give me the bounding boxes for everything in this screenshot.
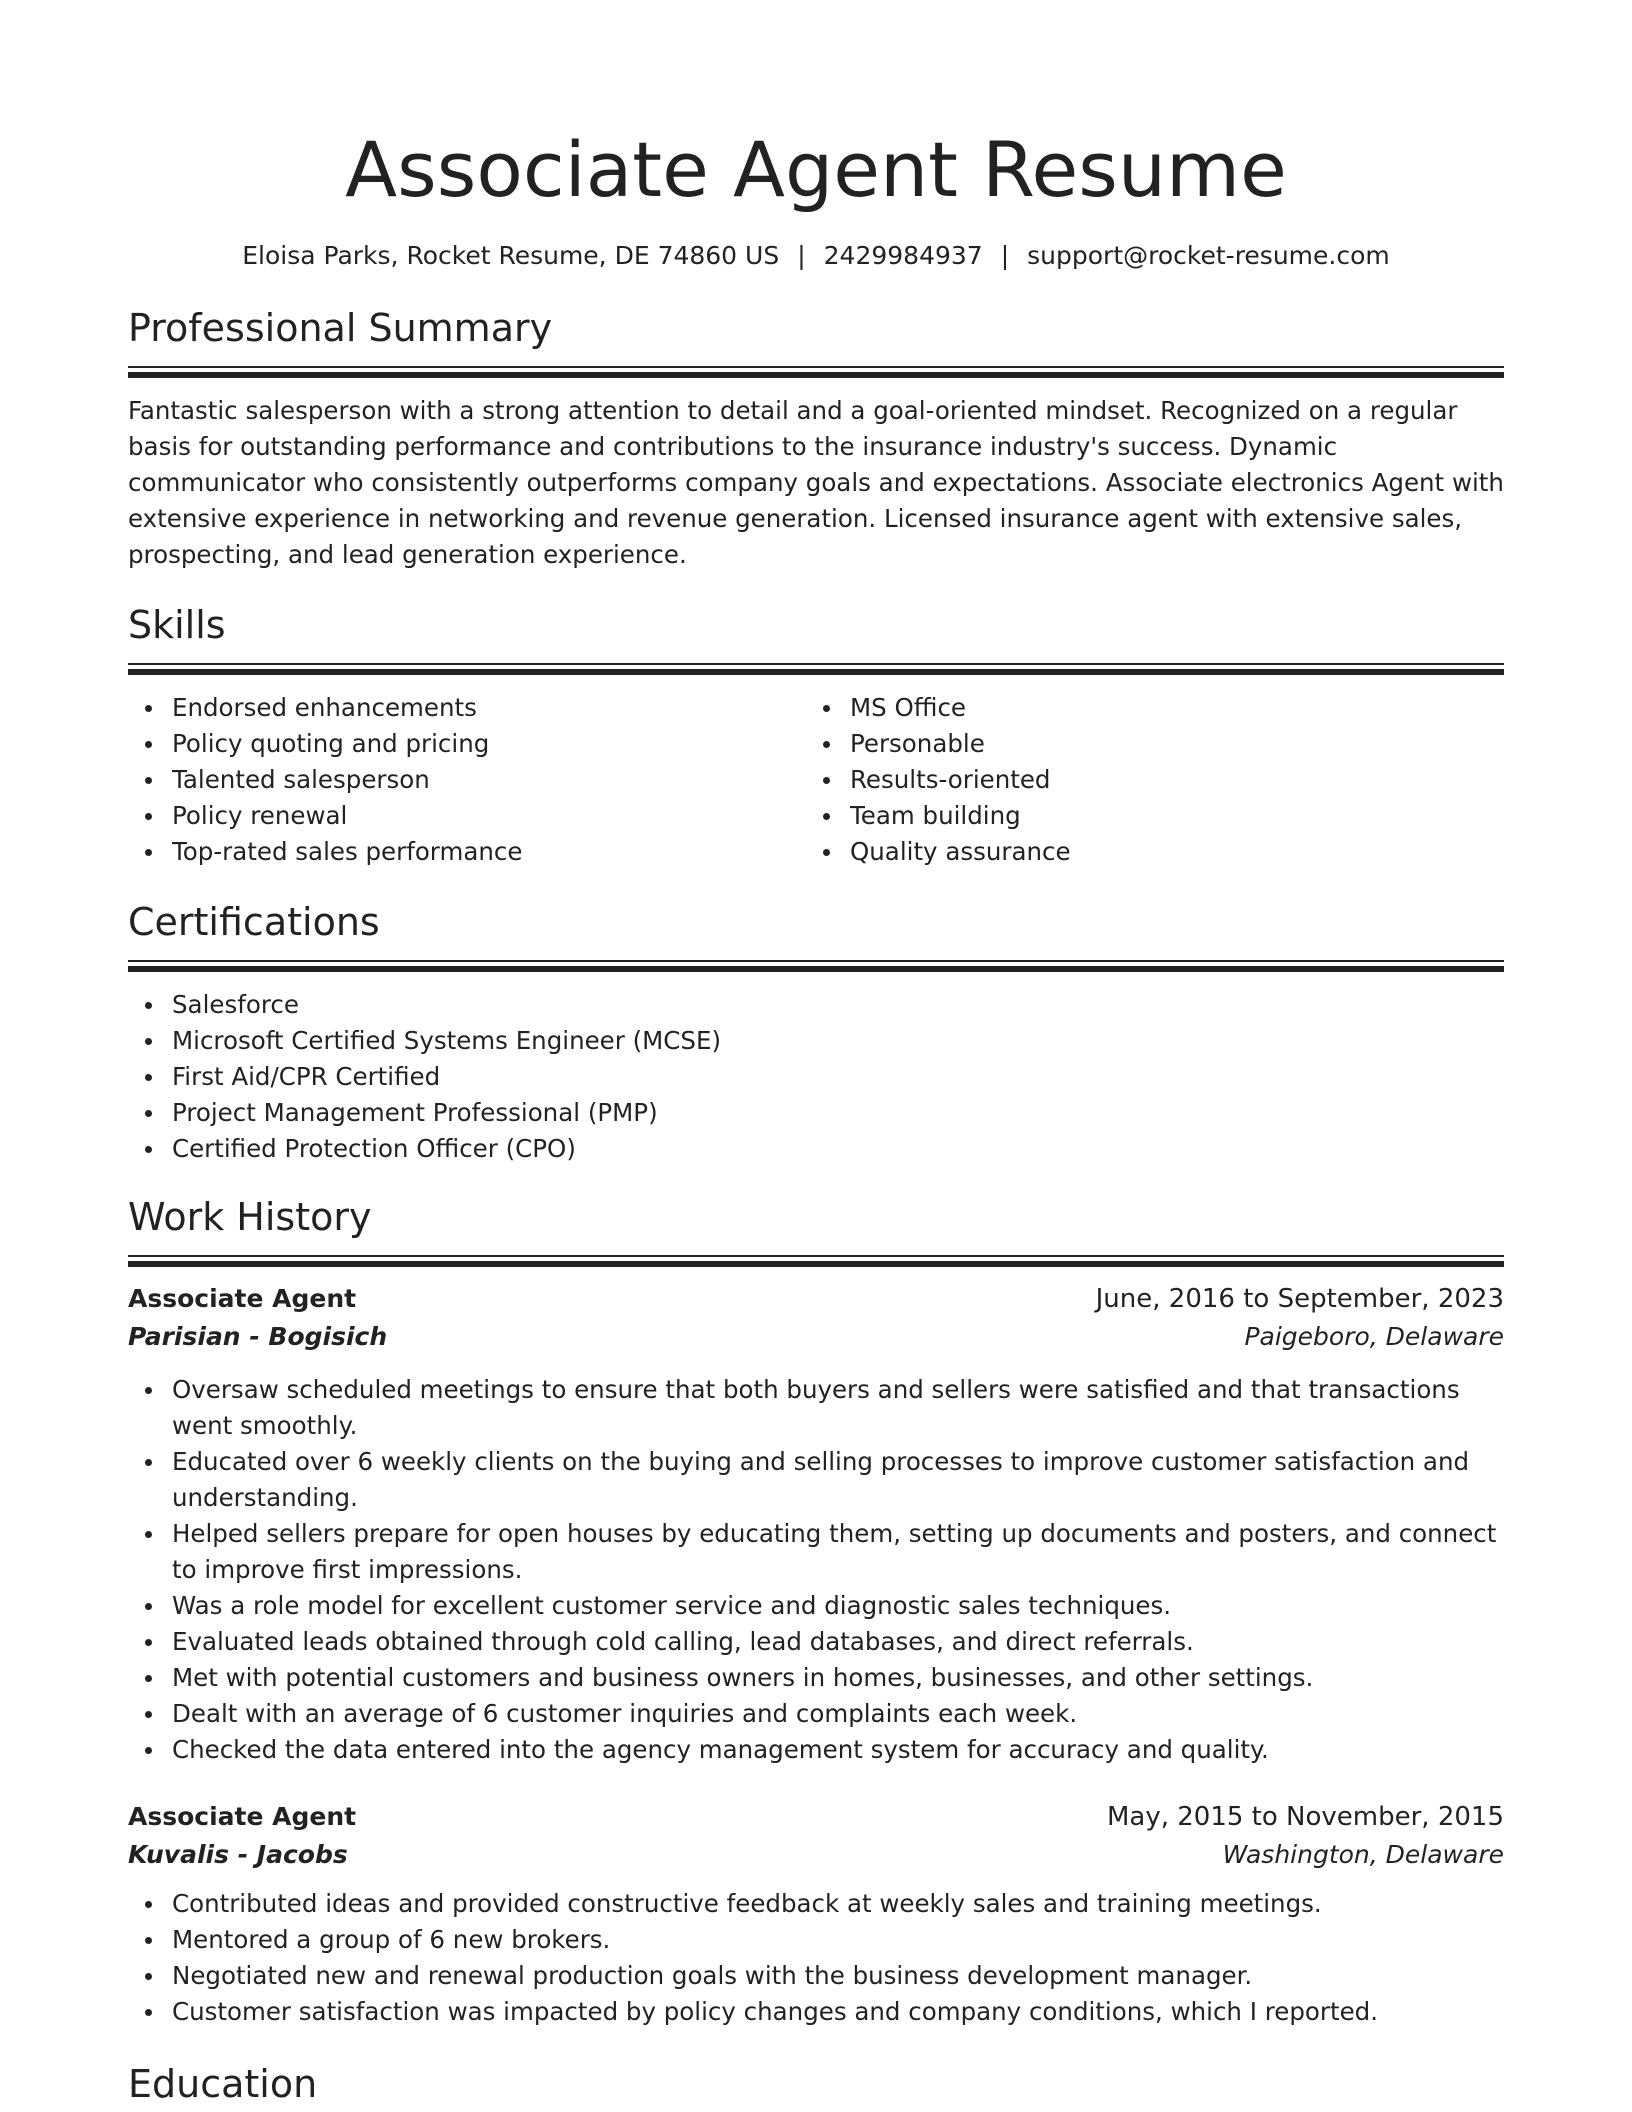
job-bullet: Was a role model for excellent customer service and diagnostic sales techniques. <box>172 1588 1504 1624</box>
certification-item: Salesforce <box>172 987 1504 1023</box>
contact-separator: | <box>797 241 806 270</box>
certifications-list <box>128 987 1504 1167</box>
skills-column-left <box>128 690 806 870</box>
work-history-section <box>128 1191 1504 2030</box>
job-dates: May, 2015 to November, 2015 <box>1106 1802 1504 1832</box>
skill-item: Results-oriented <box>850 762 1484 798</box>
certifications-section <box>128 896 1504 1167</box>
job-bullet: Mentored a group of 6 new brokers. <box>172 1922 1504 1958</box>
skills-columns <box>128 690 1504 870</box>
certification-item: First Aid/CPR Certified <box>172 1059 1504 1095</box>
section-heading-work-history: Work History <box>128 1195 372 1239</box>
job-title: Associate Agent <box>128 1284 357 1313</box>
job-bullet: Helped sellers prepare for open houses by educating them, setting up documents and posters, and connect to improve first impressions. <box>172 1516 1504 1588</box>
contact-address: Eloisa Parks, Rocket Resume, DE 74860 US <box>242 241 780 270</box>
contact-line <box>128 236 1504 276</box>
job-bullet: Oversaw scheduled meetings to ensure that both buyers and sellers were satisfied and that transactions went smoothly. <box>172 1372 1504 1444</box>
skill-item: MS Office <box>850 690 1484 726</box>
certification-item: Certified Protection Officer (CPO) <box>172 1131 1504 1167</box>
job-bullet: Negotiated new and renewal production goals with the business development manager. <box>172 1958 1504 1994</box>
contact-phone: 2429984937 <box>823 241 983 270</box>
section-divider <box>128 366 1504 379</box>
job-header <box>128 1280 1504 1318</box>
skill-item: Policy renewal <box>172 798 806 834</box>
job-bullet: Educated over 6 weekly clients on the buying and selling processes to improve customer satisfaction and understanding. <box>172 1444 1504 1516</box>
job-title: Associate Agent <box>128 1802 357 1831</box>
job-bullet-list <box>128 1886 1504 2030</box>
resume-page <box>128 0 1504 2110</box>
job-header <box>128 1798 1504 1836</box>
skills-section <box>128 599 1504 870</box>
skills-list-left <box>128 690 806 870</box>
job-bullet: Customer satisfaction was impacted by policy changes and company conditions, which I reported. <box>172 1994 1504 2030</box>
skill-item: Top-rated sales performance <box>172 834 806 870</box>
skills-list-right <box>806 690 1484 870</box>
skills-column-right <box>806 690 1484 870</box>
contact-separator: | <box>1000 241 1010 270</box>
section-heading-summary: Professional Summary <box>128 306 553 350</box>
section-divider <box>128 960 1504 973</box>
job-subheader <box>128 1836 1504 1874</box>
job-bullet: Contributed ideas and provided constructive feedback at weekly sales and training meetings. <box>172 1886 1504 1922</box>
skill-item: Quality assurance <box>850 834 1484 870</box>
section-divider <box>128 1255 1504 1268</box>
contact-email: support@rocket-resume.com <box>1027 241 1390 270</box>
job-company: Parisian - Bogisich <box>128 1322 388 1351</box>
skill-item: Team building <box>850 798 1484 834</box>
skill-item: Policy quoting and pricing <box>172 726 806 762</box>
section-heading-skills: Skills <box>128 603 226 647</box>
job-subheader <box>128 1318 1504 1356</box>
summary-section <box>128 302 1504 573</box>
certification-item: Microsoft Certified Systems Engineer (MCSE) <box>172 1023 1504 1059</box>
skill-item: Endorsed enhancements <box>172 690 806 726</box>
skill-item: Personable <box>850 726 1484 762</box>
section-heading-education: Education <box>128 2062 318 2106</box>
job-location: Washington, Delaware <box>1222 1840 1504 1869</box>
skill-item: Talented salesperson <box>172 762 806 798</box>
section-divider <box>128 663 1504 676</box>
job-bullet: Dealt with an average of 6 customer inquiries and complaints each week. <box>172 1696 1504 1732</box>
job-entry <box>128 1280 1504 1768</box>
resume-title: Associate Agent Resume <box>345 125 1287 214</box>
job-dates: June, 2016 to September, 2023 <box>1095 1284 1504 1314</box>
summary-text: Fantastic salesperson with a strong attention to detail and a goal-oriented mindset. Recognized on a regular basis for outstanding performance and contributions to the insurance industry's success. Dynamic communicator who consistently outperforms company goals and expectations. Associate electronics Agent with extensive experience in networking and revenue generation. Licensed insurance agent with extensive sales, prospecting, and lead generation experience. <box>128 396 1504 569</box>
section-heading-certifications: Certifications <box>128 900 380 944</box>
education-section <box>128 2058 1504 2110</box>
job-location: Paigeboro, Delaware <box>1244 1322 1504 1351</box>
job-bullet: Evaluated leads obtained through cold calling, lead databases, and direct referrals. <box>172 1624 1504 1660</box>
job-bullet: Met with potential customers and business owners in homes, businesses, and other settings. <box>172 1660 1504 1696</box>
certification-item: Project Management Professional (PMP) <box>172 1095 1504 1131</box>
job-entry <box>128 1798 1504 2030</box>
job-bullet-list <box>128 1372 1504 1768</box>
job-company: Kuvalis - Jacobs <box>128 1840 348 1869</box>
job-bullet: Checked the data entered into the agency management system for accuracy and quality. <box>172 1732 1504 1768</box>
